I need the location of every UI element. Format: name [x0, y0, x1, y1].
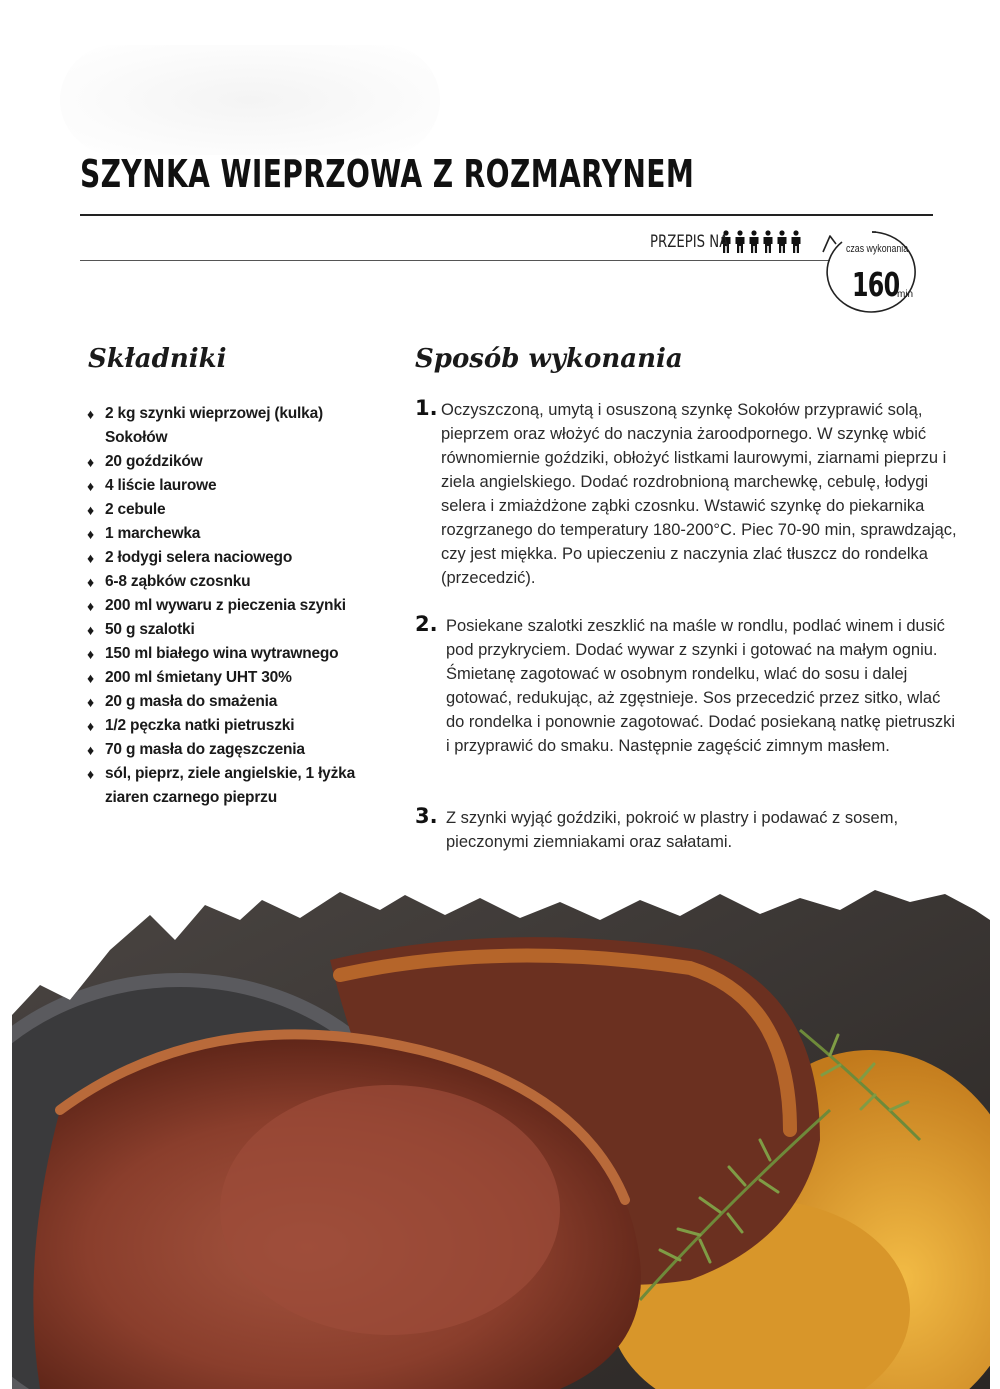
diamond-bullet-icon: ♦	[87, 454, 94, 470]
ingredients-list	[86, 402, 386, 810]
ingredient-text: 150 ml białego wina wytrawnego	[105, 645, 339, 662]
ingredient-text: 1 marchewka	[105, 525, 201, 542]
ingredient-item	[86, 714, 386, 738]
roast-ham-photo	[0, 880, 1000, 1389]
diamond-bullet-icon: ♦	[87, 574, 94, 590]
diamond-bullet-icon: ♦	[87, 766, 94, 782]
person-icon	[776, 230, 788, 254]
ingredient-item	[86, 498, 386, 522]
ingredient-item	[86, 546, 386, 570]
diamond-bullet-icon: ♦	[87, 478, 94, 494]
ingredient-item	[86, 690, 386, 714]
diamond-bullet-icon: ♦	[87, 622, 94, 638]
ingredient-item	[86, 474, 386, 498]
ingredient-text: 50 g szalotki	[105, 621, 195, 638]
ingredient-text: 200 ml śmietany UHT 30%	[105, 669, 292, 686]
ingredient-item	[86, 402, 386, 450]
ingredient-text: 70 g masła do zagęszczenia	[105, 741, 305, 758]
diamond-bullet-icon: ♦	[87, 670, 94, 686]
ingredient-text: 4 liście laurowe	[105, 477, 217, 494]
prep-time-unit: min	[897, 289, 914, 300]
subtitle-divider	[80, 260, 830, 261]
ingredient-text: 2 kg szynki wieprzowej (kulka) Sokołów	[105, 405, 323, 446]
ingredient-text: 1/2 pęczka natki pietruszki	[105, 717, 295, 734]
ingredients-heading: Składniki	[88, 344, 227, 374]
ingredient-text: 2 łodygi selera naciowego	[105, 549, 293, 566]
diamond-bullet-icon: ♦	[87, 694, 94, 710]
step-number: 3.	[415, 804, 438, 828]
diamond-bullet-icon: ♦	[87, 550, 94, 566]
diamond-bullet-icon: ♦	[87, 718, 94, 734]
method-heading: Sposób wykonania	[415, 344, 683, 374]
ingredient-item	[86, 762, 386, 810]
step-text: Oczyszczoną, umytą i osuszoną szynkę Sokołów przyprawić solą, pieprzem oraz włożyć do naczynia żaroodpornego. W szynkę wbić równomiernie goździki, obłożyć listkami laurowymi, ziarnami pieprzu i ziela angielskiego. Dodać rozdrobnioną marchewkę, cebulę, łodygi selera i zmiażdżone ząbki czosnku. Wstawić szynkę do piekarnika rozgrzanego do temperatury 180-200°C. Piec 70-90 min, sprawdzając, czy jest miękka. Po upieczeniu z naczynia zlać tłuszcz do rondelka (przecedzić).	[441, 401, 957, 587]
diamond-bullet-icon: ♦	[87, 598, 94, 614]
recipe-title: SZYNKA WIEPRZOWA Z ROZMARYNEM	[80, 152, 695, 196]
prep-time-badge	[822, 224, 928, 316]
diamond-bullet-icon: ♦	[87, 502, 94, 518]
ingredient-item	[86, 738, 386, 762]
diamond-bullet-icon: ♦	[87, 646, 94, 662]
ingredient-item	[86, 594, 386, 618]
ingredient-item	[86, 450, 386, 474]
ingredient-text: 6-8 ząbków czosnku	[105, 573, 251, 590]
ingredient-text: 20 goździków	[105, 453, 203, 470]
ingredient-text: 20 g masła do smażenia	[105, 693, 278, 710]
prep-time-value: 160	[852, 265, 900, 304]
servings-icons	[720, 230, 802, 254]
ingredient-item	[86, 570, 386, 594]
ingredient-text: 200 ml wywaru z pieczenia szynki	[105, 597, 346, 614]
diamond-bullet-icon: ♦	[87, 526, 94, 542]
background-smudge	[60, 45, 440, 155]
ingredient-text: 2 cebule	[105, 501, 166, 518]
ingredient-item	[86, 642, 386, 666]
servings-label: PRZEPIS NA	[650, 232, 729, 252]
servings-indicator	[628, 230, 802, 254]
ingredient-text: sól, pieprz, ziele angielskie, 1 łyżka ziaren czarnego pieprzu	[105, 765, 355, 806]
diamond-bullet-icon: ♦	[87, 742, 94, 758]
ingredient-item	[86, 522, 386, 546]
person-icon	[734, 230, 746, 254]
person-icon	[748, 230, 760, 254]
person-icon	[762, 230, 774, 254]
step-text: Posiekane szalotki zeszklić na maśle w rondlu, podlać winem i dusić pod przykryciem. Dodać wywar z szynki i gotować na małym ogniu. Śmietanę zagotować w osobnym rondelku, wlać do sosu i dalej gotować, redukując, aż zgęstnieje. Sos przecedzić przez sitko, wlać do rondelka i ponownie zagotować. Dodać posiekaną natkę pietruszki i przyprawić do smaku. Następnie zagęścić zimnym masłem.	[446, 617, 956, 755]
person-icon	[790, 230, 802, 254]
diamond-bullet-icon: ♦	[87, 406, 94, 422]
title-divider	[80, 214, 933, 216]
step-text: Z szynki wyjąć goździki, pokroić w plastry i podawać z sosem, pieczonymi ziemniakami oraz sałatami.	[446, 809, 899, 851]
ingredient-item	[86, 618, 386, 642]
prep-time-label: czas wykonania	[846, 243, 909, 255]
step-number: 1.	[415, 396, 438, 420]
step-number: 2.	[415, 612, 438, 636]
ingredient-item	[86, 666, 386, 690]
